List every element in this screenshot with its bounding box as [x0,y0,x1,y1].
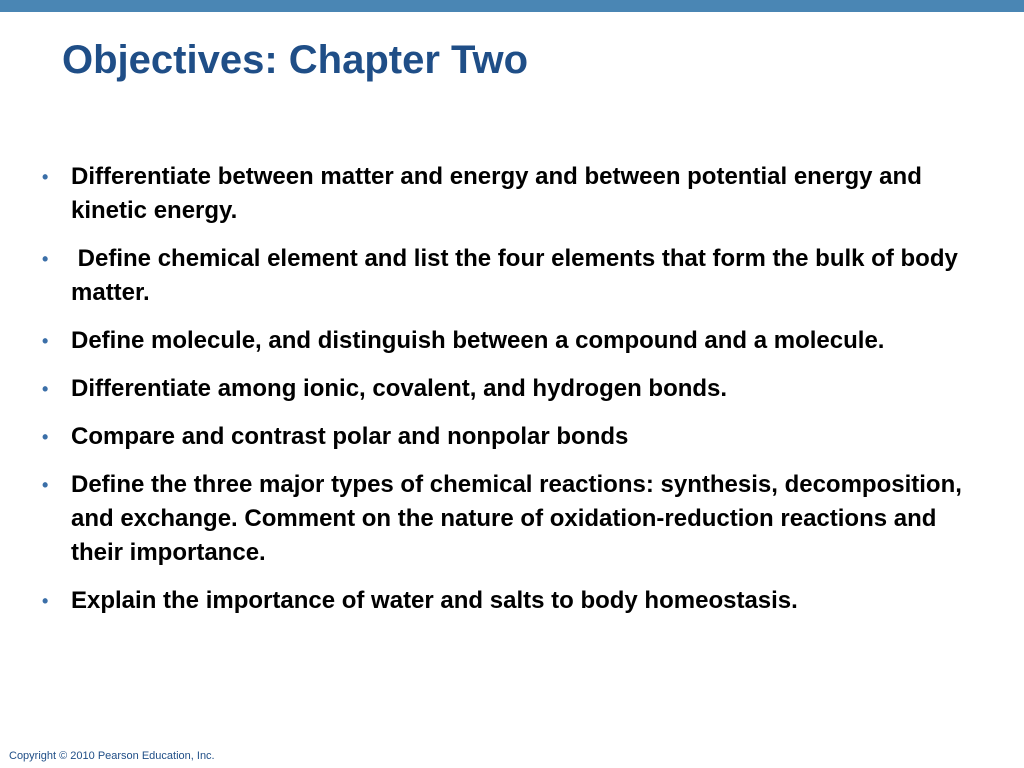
objectives-list [42,160,969,632]
bullet-text: Differentiate among ionic, covalent, and hydrogen bonds. [71,375,728,402]
bullet-icon: • [42,331,49,351]
slide-title: Objectives: Chapter Two [62,38,529,82]
bullet-icon: • [42,591,49,611]
bullet-text: Compare and contrast polar and nonpolar bonds [71,423,629,450]
bullet-icon: • [42,249,49,269]
bullet-text: Define molecule, and distinguish between a compound and a molecule. [71,327,885,354]
list-item [42,242,965,310]
bullet-icon: • [42,167,49,187]
list-item [42,584,962,618]
bullet-text: Define chemical element and list the four elements that form the bulk of body matter. [71,245,965,306]
copyright-footer: Copyright © 2010 Pearson Education, Inc. [9,750,215,762]
list-item [42,468,969,570]
top-accent-bar [0,0,1024,12]
list-item [42,372,962,406]
bullet-icon: • [42,427,49,447]
bullet-text: Define the three major types of chemical reactions: synthesis, decomposition, and exchange. Comment on the nature of oxidation-reduction reactions and their importance. [71,471,969,566]
bullet-text: Differentiate between matter and energy and between potential energy and kinetic energy. [71,163,929,224]
list-item [42,420,962,454]
bullet-icon: • [42,379,49,399]
list-item [42,324,962,358]
bullet-text: Explain the importance of water and salts to body homeostasis. [71,587,798,614]
bullet-icon: • [42,475,49,495]
list-item [42,160,962,228]
